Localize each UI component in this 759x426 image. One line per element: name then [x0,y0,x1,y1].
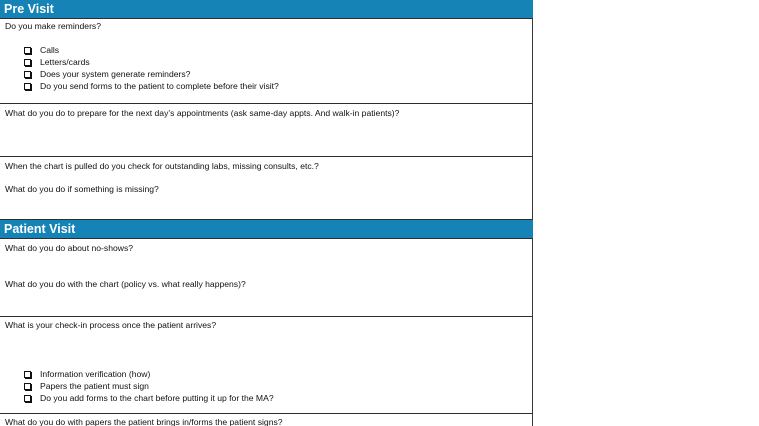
checkbox-icon[interactable] [24,71,31,78]
question-row-preparation [0,104,533,157]
blank-area [533,0,759,426]
checkbox-list [24,44,279,92]
checkbox-icon[interactable] [24,383,31,390]
section-header-patient-visit [0,220,533,239]
question-text: What do you do to prepare for the next day’s appointments (ask same-day appts. And walk-in patients)? [5,108,400,118]
checkbox-icon[interactable] [24,59,31,66]
question-text: What do you do with the chart (policy vs. what really happens)? [5,279,246,289]
question-text: When the chart is pulled do you check for outstanding labs, missing consults, etc.? [5,161,319,171]
checkbox-label: Do you send forms to the patient to complete before their visit? [40,81,279,91]
checkbox-item[interactable] [24,80,279,92]
question-text: Do you make reminders? [5,21,102,31]
checkbox-icon[interactable] [24,395,31,402]
question-row-no-shows [0,239,533,317]
checkbox-label: Does your system generate reminders? [40,69,191,79]
question-row-papers [0,414,533,426]
question-row-chart-pulled [0,157,533,220]
checkbox-item[interactable] [24,380,274,392]
section-header-pre-visit [0,0,533,19]
checkbox-item[interactable] [24,392,274,404]
section-title: Patient Visit [4,222,76,236]
checkbox-item[interactable] [24,68,279,80]
checkbox-icon[interactable] [24,371,31,378]
checkbox-label: Do you add forms to the chart before putting it up for the MA? [40,393,274,403]
checkbox-label: Papers the patient must sign [40,381,149,391]
checkbox-label: Letters/cards [40,57,90,67]
checkbox-item[interactable] [24,44,279,56]
checkbox-list [24,368,274,404]
question-row-check-in [0,317,533,414]
checkbox-item[interactable] [24,368,274,380]
question-text: What do you do with papers the patient brings in/forms the patient signs? [5,417,283,426]
checkbox-icon[interactable] [24,47,31,54]
question-text: What do you do about no-shows? [5,243,134,253]
question-text: What do you do if something is missing? [5,184,159,194]
checkbox-label: Calls [40,45,60,55]
question-row-reminders [0,19,533,104]
question-text: What is your check-in process once the patient arrives? [5,320,217,330]
checkbox-icon[interactable] [24,83,31,90]
checkbox-label: Information verification (how) [40,369,151,379]
section-title: Pre Visit [4,2,54,16]
checkbox-item[interactable] [24,56,279,68]
